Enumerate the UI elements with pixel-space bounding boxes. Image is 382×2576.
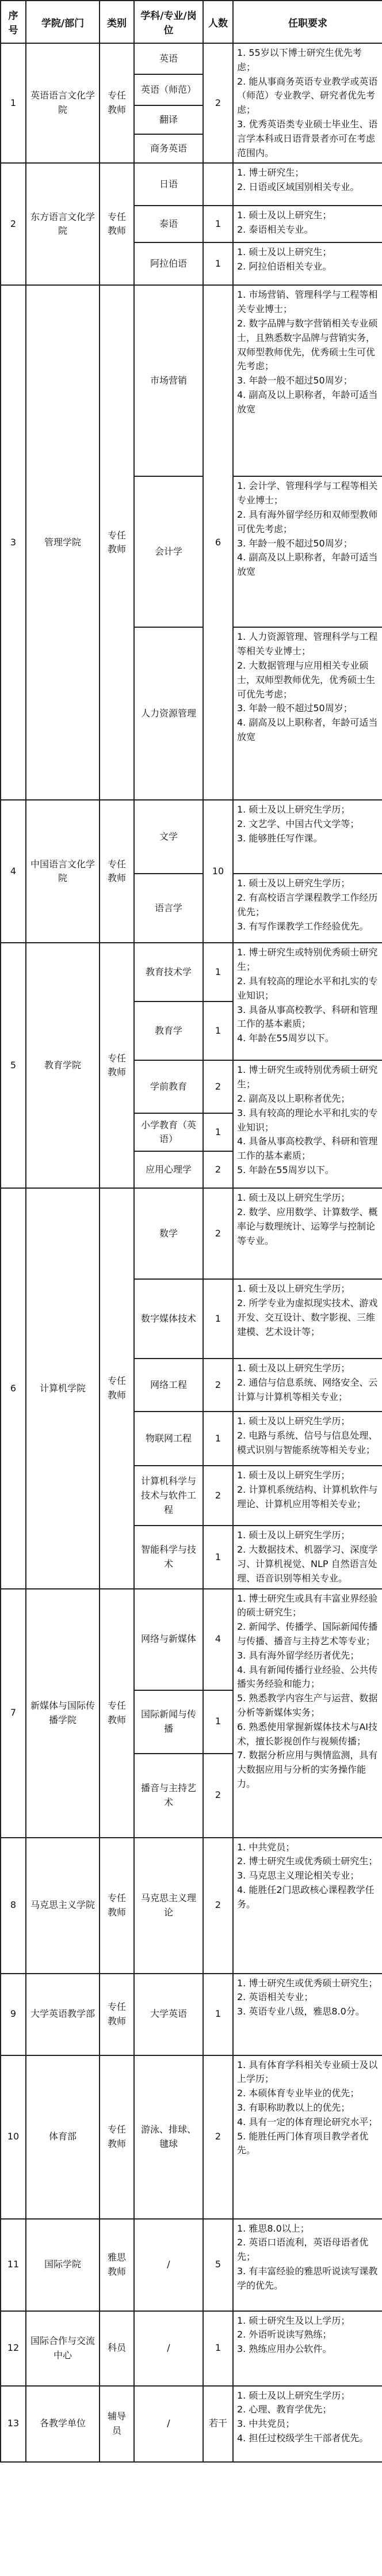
requirement-line: 2. 计算机系统结构、计算机软件与理论、计算机应用等相关专业； — [237, 1484, 378, 1509]
requirement-line: 1. 硕士研究生及以上学历； — [237, 2315, 350, 2326]
requirement-line: 3. 年龄一般不超过50周岁； — [237, 703, 353, 714]
row-number: 9 — [1, 1974, 26, 2055]
count-cell: 5 — [203, 2219, 233, 2311]
requirement-line: 1. 硕士及以上研究生学历； — [237, 2389, 350, 2401]
requirement-line: 1. 硕士及以上研究生； — [237, 246, 332, 258]
subject-cell: 会计学 — [134, 476, 203, 627]
requirements-cell — [233, 1466, 382, 1526]
subject-cell: 英语 — [134, 43, 203, 74]
header-subject: 学科/专业/岗位 — [134, 1, 203, 43]
requirements-cell — [233, 1060, 382, 1188]
count-cell: 2 — [203, 1060, 233, 1113]
count-cell: 4 — [203, 1589, 233, 1690]
subject-cell: 学前教育 — [134, 1060, 203, 1113]
requirements-cell — [233, 943, 382, 1060]
category: 专任教师 — [100, 2055, 134, 2219]
subject-cell: 日语 — [134, 163, 203, 206]
subject-cell: / — [134, 2219, 203, 2311]
requirement-line: 2. 本硕体育专业毕业的优先； — [237, 2088, 360, 2099]
requirements-cell — [233, 1188, 382, 1279]
subject-cell: 阿拉伯语 — [134, 242, 203, 285]
requirements-cell — [233, 1526, 382, 1588]
requirement-line: 2. 英语相关专业； — [237, 1991, 314, 2003]
requirement-line: 1. 博士研究生； — [237, 167, 304, 179]
subject-cell: 翻译 — [134, 105, 203, 134]
requirement-line: 2. 日语或区域国别相关专业。 — [237, 181, 360, 193]
requirement-line: 4. 担任过校级学生干部者优先。 — [237, 2432, 369, 2444]
subject-cell: 游泳、排球、毽球 — [134, 2055, 203, 2219]
count-cell: 2 — [203, 1359, 233, 1412]
count-cell: 1 — [203, 2311, 233, 2386]
count-cell: 2 — [203, 1466, 233, 1526]
requirements-cell — [233, 476, 382, 627]
count-cell: 1 — [203, 1690, 233, 1754]
requirements-cell — [233, 2311, 382, 2386]
requirement-line: 2. 文艺学、中国古代文学等； — [237, 818, 360, 830]
requirement-line: 3. 年龄一般不超过50周岁； — [237, 375, 353, 386]
subject-cell: 英语（师范） — [134, 74, 203, 105]
college-name: 国际学院 — [26, 2219, 100, 2311]
requirement-line: 5. 年龄在55周岁以下。 — [237, 1164, 334, 1175]
count-cell: 6 — [203, 285, 233, 800]
requirement-line: 7. 数据分析应用与舆情监测，具有大数据应用与分析的实务操作能力。 — [237, 1750, 378, 1789]
subject-cell: / — [134, 2386, 203, 2462]
college-name: 计算机学院 — [26, 1188, 100, 1588]
college-name: 东方语言文化学院 — [26, 163, 100, 285]
subject-cell: 人力资源管理 — [134, 627, 203, 800]
requirement-line: 3. 具有较高的理论水平和扎实的专业知识； — [237, 1107, 378, 1133]
count-cell: 2 — [203, 1188, 233, 1279]
requirements-cell — [233, 206, 382, 242]
requirement-line: 3. 优秀英语类专业硕士毕业生、语言学本科或日语背景者亦可在考虑范围内。 — [237, 118, 378, 158]
count-cell: 1 — [203, 1412, 233, 1466]
table-row — [1, 2219, 382, 2311]
row-number: 13 — [1, 2386, 26, 2462]
count-cell: 2 — [203, 1151, 233, 1188]
requirement-line: 4. 具有新闻传播行业经验、公共传播实务经验和能力； — [237, 1664, 378, 1690]
row-number: 11 — [1, 2219, 26, 2311]
requirement-line: 3. 有职称助教以上的优先； — [237, 2101, 350, 2113]
college-name: 国际合作与交流中心 — [26, 2311, 100, 2386]
requirements-cell — [233, 1279, 382, 1359]
subject-cell: 网络与新媒体 — [134, 1589, 203, 1690]
requirement-line: 2. 外语听说读写熟练； — [237, 2329, 332, 2340]
subject-cell: 小学教育（英语） — [134, 1113, 203, 1151]
requirement-line: 4. 副高及以上职称者，年龄可适当放宽 — [237, 389, 378, 415]
count-cell: 若干 — [203, 2386, 233, 2462]
table-row — [1, 943, 382, 1001]
count-cell: 1 — [203, 1113, 233, 1151]
requirements-cell — [233, 1589, 382, 1838]
row-number: 8 — [1, 1838, 26, 1974]
subject-cell: 物联网工程 — [134, 1412, 203, 1466]
row-number: 3 — [1, 285, 26, 800]
requirement-line: 5. 熟悉教学内容生产与运营、数据分析等新媒体实务； — [237, 1693, 378, 1718]
table-row — [1, 285, 382, 476]
requirement-line: 1. 硕士及以上研究生学历； — [237, 1363, 350, 1374]
row-number: 7 — [1, 1589, 26, 1838]
header-no: 序号 — [1, 1, 26, 43]
subject-cell: 马克思主义理论 — [134, 1838, 203, 1974]
category: 雅思教师 — [100, 2219, 134, 2311]
requirement-line: 1. 中共党员； — [237, 1841, 295, 1853]
category: 专任教师 — [100, 800, 134, 943]
requirement-line: 1. 硕士及以上研究生学历； — [237, 1192, 350, 1204]
requirement-line: 3. 英语专业八级，雅思8.0分。 — [237, 2006, 365, 2017]
count-cell: 1 — [203, 242, 233, 285]
requirement-line: 2. 具有海外留学经历和双师型教师可优先考虑； — [237, 509, 378, 534]
requirement-line: 2. 通信与信息系统、网络安全、云计算与计算机等相关专业； — [237, 1377, 378, 1402]
category: 专任教师 — [100, 285, 134, 800]
requirements-cell — [233, 1359, 382, 1412]
row-number: 1 — [1, 43, 26, 163]
requirement-line: 6. 熟悉使用掌握新媒体技术与AI技术，擅长影视创作与视频传播； — [237, 1721, 378, 1747]
requirement-line: 4. 能胜任2门思政核心课程教学任务。 — [237, 1884, 375, 1910]
category: 专任教师 — [100, 943, 134, 1188]
row-number: 12 — [1, 2311, 26, 2386]
requirements-cell — [233, 43, 382, 163]
requirement-line: 2. 有高校语言学课程教学工作经历优先； — [237, 892, 378, 917]
subject-cell: 智能科学与技术 — [134, 1526, 203, 1588]
row-number: 4 — [1, 800, 26, 943]
requirement-line: 1. 具有体育学科相关专业硕士及以上学历； — [237, 2059, 378, 2085]
count-cell: 1 — [203, 943, 233, 1001]
requirement-line: 2. 心理、教育学优先； — [237, 2404, 332, 2415]
header-requirements: 任职要求 — [233, 1, 382, 43]
header-count: 人数 — [203, 1, 233, 43]
requirement-line: 5. 能胜任两门体育项目教学者优先。 — [237, 2130, 369, 2156]
requirement-line: 2. 数字品牌与数字营销相关专业硕士，且熟悉数字品牌与营销实务，双师型教师优先，优秀硕士生可优先考虑； — [237, 317, 378, 372]
count-cell: 10 — [203, 800, 233, 943]
requirement-line: 4. 年龄在55周岁以下。 — [237, 1033, 334, 1044]
requirement-line: 2. 数学、应用数学、计算数学、概率论与数理统计、运筹学与控制论等专业。 — [237, 1207, 378, 1246]
subject-cell: 泰语 — [134, 206, 203, 242]
row-number: 2 — [1, 163, 26, 285]
requirement-line: 4. 副高及以上职称者，年龄可适当放宽 — [237, 552, 378, 578]
requirements-cell — [233, 1412, 382, 1466]
requirement-line: 2. 副高及以上职称者优先； — [237, 1092, 350, 1104]
subject-cell: 市场营销 — [134, 285, 203, 476]
count-cell: 2 — [203, 1838, 233, 1974]
category: 科员 — [100, 2311, 134, 2386]
count-cell: 2 — [203, 2055, 233, 2219]
requirement-line: 1. 博士研究生或优秀硕士研究生； — [237, 1977, 378, 1989]
category: 专任教师 — [100, 1188, 134, 1588]
requirement-line: 1. 人力资源管理、管理科学与工程等相关专业博士； — [237, 631, 378, 657]
requirement-line: 3. 具有海外留学经历者优先； — [237, 1649, 360, 1661]
category: 辅导员 — [100, 2386, 134, 2462]
college-name: 英语语言文化学院 — [26, 43, 100, 163]
count-cell: 1 — [203, 206, 233, 242]
requirements-cell — [233, 2219, 382, 2311]
count-cell: 1 — [203, 1279, 233, 1359]
table-row — [1, 1974, 382, 2055]
requirements-cell — [233, 242, 382, 285]
table-row — [1, 1589, 382, 1690]
header-college: 学院/部门 — [26, 1, 100, 43]
requirements-cell — [233, 2055, 382, 2219]
table-header-row — [1, 1, 382, 43]
count-cell: 1 — [203, 1526, 233, 1588]
subject-cell: 国际新闻与传播 — [134, 1690, 203, 1754]
count-cell: 1 — [203, 1001, 233, 1060]
subject-cell: 教育技术学 — [134, 943, 203, 1001]
requirement-line: 2. 大数据技术、机器学习、深度学习、计算机视觉、NLP 自然语言处理、语音识别等相关专业。 — [237, 1544, 378, 1584]
subject-cell: 商务英语 — [134, 134, 203, 163]
table-row — [1, 2386, 382, 2462]
requirements-cell — [233, 874, 382, 943]
requirement-line: 2. 泰语相关专业。 — [237, 224, 314, 236]
requirement-line: 1. 硕士及以上研究生学历； — [237, 804, 350, 815]
row-number: 6 — [1, 1188, 26, 1588]
requirement-line: 2. 英语口语流利，英语母语者优先； — [237, 2237, 369, 2263]
requirement-line: 2. 电路与系统、信号与信息处理、模式识别与智能系统等相关专业； — [237, 1430, 378, 1455]
count-cell: 2 — [203, 1754, 233, 1838]
category: 专任教师 — [100, 1838, 134, 1974]
table-row — [1, 2311, 382, 2386]
requirement-line: 1. 硕士及以上研究生学历； — [237, 878, 350, 889]
requirement-line: 1. 会计学、管理科学与工程等相关专业博士； — [237, 480, 378, 506]
requirement-line: 2. 所学专业为虚拟现实技术、游戏开发、交互设计、数字影视、三维建模、艺术设计等； — [237, 1298, 378, 1337]
table-row — [1, 1188, 382, 1279]
requirement-line: 1. 硕士及以上研究生学历； — [237, 1283, 350, 1295]
requirement-line: 3. 具备从事高校教学、科研和管理工作的基本素质； — [237, 1004, 378, 1030]
table-row — [1, 163, 382, 206]
requirement-line: 1. 博士研究生或特别优秀硕士研究生； — [237, 1064, 378, 1090]
college-name: 体育部 — [26, 2055, 100, 2219]
requirement-line: 1. 市场营销、管理科学与工程等相关专业博士； — [237, 289, 378, 315]
count-cell: 2 — [203, 43, 233, 163]
subject-cell: 网络工程 — [134, 1359, 203, 1412]
subject-cell: 文学 — [134, 800, 203, 874]
count-cell — [203, 163, 233, 206]
requirement-line: 1. 雅思8.0以上； — [237, 2222, 310, 2234]
requirement-line: 2. 新闻学、传播学、国际新闻传播与传播、播音与主持艺术等专业； — [237, 1621, 378, 1646]
requirements-cell — [233, 627, 382, 800]
requirement-line: 3. 熟练应用办公软件。 — [237, 2343, 332, 2355]
requirement-line: 1. 硕士及以上研究生学历； — [237, 1530, 350, 1541]
college-name: 教育学院 — [26, 943, 100, 1188]
requirement-line: 1. 55岁以下博士研究生优先考虑； — [237, 47, 362, 73]
requirements-cell — [233, 1974, 382, 2055]
table-row — [1, 1838, 382, 1974]
college-name: 大学英语教学部 — [26, 1974, 100, 2055]
subject-cell: 语言学 — [134, 874, 203, 943]
row-number: 5 — [1, 943, 26, 1188]
requirements-cell — [233, 2386, 382, 2462]
requirement-line: 4. 具有一定的体育理论研究水平； — [237, 2116, 378, 2127]
requirement-line: 2. 能从事商务英语专业教学或英语（师范）专业教学、研究者优先考虑； — [237, 75, 378, 116]
table-body — [1, 43, 382, 2462]
table-row — [1, 43, 382, 74]
requirement-line: 2. 大数据管理与应用相关专业硕士，双师型教师优先，优秀硕士生可优先考虑； — [237, 659, 376, 700]
requirement-line: 4. 副高及以上职称者，年龄可适当放宽 — [237, 717, 378, 742]
requirement-line: 1. 硕士及以上研究生； — [237, 210, 332, 221]
requirement-line: 3. 中共党员； — [237, 2418, 295, 2430]
subject-cell: 数字媒体技术 — [134, 1279, 203, 1359]
subject-cell: 教育学 — [134, 1001, 203, 1060]
requirement-line: 3. 年龄一般不超过50周岁； — [237, 537, 353, 549]
subject-cell: 数学 — [134, 1188, 203, 1279]
requirements-cell — [233, 285, 382, 476]
category: 专任教师 — [100, 163, 134, 285]
requirements-cell — [233, 163, 382, 206]
college-name: 新媒体与国际传播学院 — [26, 1589, 100, 1838]
subject-cell: 计算机科学与技术与软件工程 — [134, 1466, 203, 1526]
requirement-line: 2. 博士研究生或优秀硕士研究生； — [237, 1856, 378, 1867]
row-number: 10 — [1, 2055, 26, 2219]
count-cell: 1 — [203, 1974, 233, 2055]
subject-cell: 播音与主持艺术 — [134, 1754, 203, 1838]
subject-cell: 大学英语 — [134, 1974, 203, 2055]
college-name: 中国语言文化学院 — [26, 800, 100, 943]
requirement-line: 3. 马克思主义理论相关专业； — [237, 1870, 360, 1881]
college-name: 管理学院 — [26, 285, 100, 800]
requirement-line: 2. 阿拉伯语相关专业。 — [237, 261, 332, 272]
subject-cell: 应用心理学 — [134, 1151, 203, 1188]
requirements-cell — [233, 800, 382, 874]
requirement-line: 1. 博士研究生或具有丰富业界经验的硕士研究生； — [237, 1592, 378, 1618]
category: 专任教师 — [100, 1589, 134, 1838]
subject-cell: / — [134, 2311, 203, 2386]
requirements-cell — [233, 1838, 382, 1974]
requirement-line: 2. 具有较高的理论水平和扎实的专业知识； — [237, 975, 378, 1001]
table-row — [1, 800, 382, 874]
requirement-line: 3. 有写作课教学工作经验优先。 — [237, 920, 369, 932]
requirement-line: 1. 硕士及以上研究生学历； — [237, 1470, 350, 1481]
requirement-line: 3. 能够胜任写作课。 — [237, 832, 323, 844]
category: 专任教师 — [100, 43, 134, 163]
requirement-line: 1. 博士研究生或特别优秀硕士研究生； — [237, 947, 378, 973]
requirement-line: 3. 有丰富经验的雅思听说读写课教学的优先。 — [237, 2265, 378, 2291]
category: 专任教师 — [100, 1974, 134, 2055]
requirement-line: 4. 具备从事高校教学、科研和管理工作的基本素质； — [237, 1136, 378, 1162]
college-name: 马克思主义学院 — [26, 1838, 100, 1974]
college-name: 各教学单位 — [26, 2386, 100, 2462]
requirement-line: 1. 硕士及以上研究生学历； — [237, 1416, 350, 1427]
header-category: 类别 — [100, 1, 134, 43]
table-row — [1, 2055, 382, 2219]
